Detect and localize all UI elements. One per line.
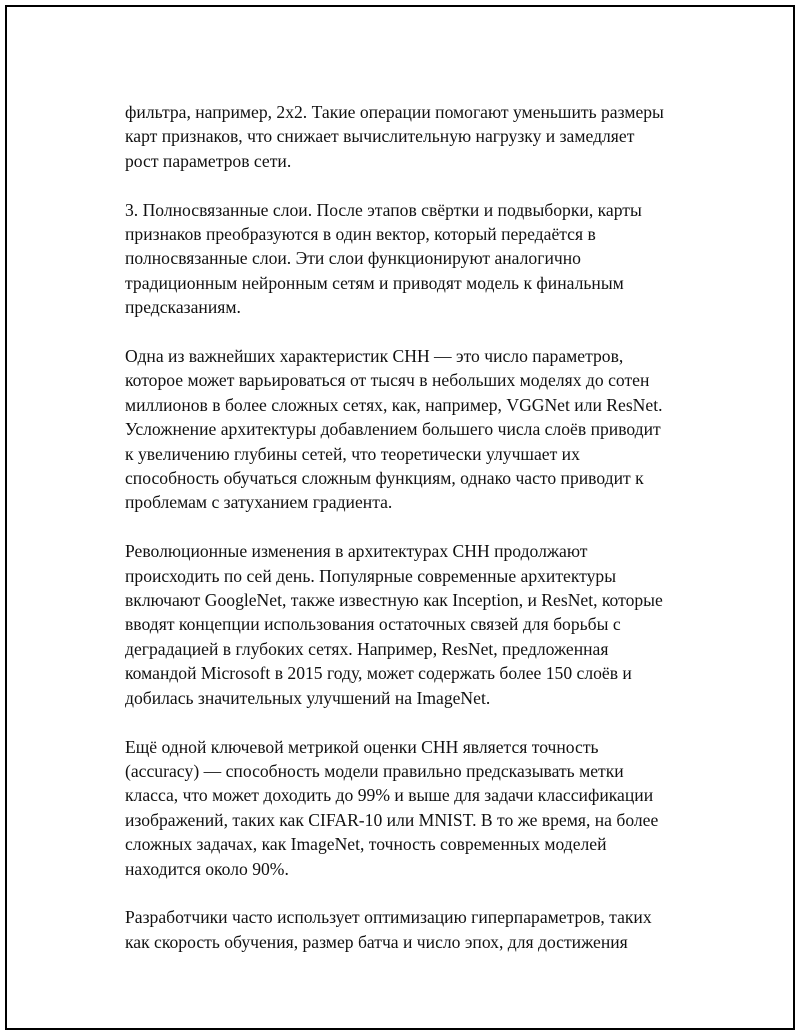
paragraph-parameters <box>125 344 685 515</box>
text-line: Разработчики часто использует оптимизацию гиперпараметров, таких <box>125 907 652 928</box>
text-line: карт признаков, что снижает вычислительную нагрузку и замедляет <box>125 126 635 147</box>
text-line: рост параметров сети. <box>125 150 292 171</box>
text-line: которое может варьироваться от тысяч в небольших моделях до сотен <box>125 370 650 391</box>
text-line: вводят концепции использования остаточных связей для борьбы с <box>125 614 621 635</box>
text-line: предсказаниям. <box>125 297 241 318</box>
text-line: Одна из важнейших характеристик СНН — это число параметров, <box>125 346 624 367</box>
text-line: добилась значительных улучшений на ImageNet. <box>125 687 491 708</box>
page-frame <box>5 5 795 1030</box>
text-line: находится около 90%. <box>125 858 289 879</box>
text-line: проблемам с затуханием градиента. <box>125 492 393 513</box>
paragraph-fully-connected <box>125 198 685 320</box>
text-line: деградацией в глубоких сетях. Например, ResNet, предложенная <box>125 638 609 659</box>
text-line: Ещё одной ключевой метрикой оценки СНН является точность <box>125 736 599 757</box>
paragraph-architectures <box>125 539 685 710</box>
text-line: класса, что может доходить до 99% и выше для задачи классификации <box>125 785 654 806</box>
paragraph-pooling-end <box>125 100 685 173</box>
text-line: происходить по сей день. Популярные современные архитектуры <box>125 565 617 586</box>
text-line: способность обучаться сложным функциям, однако часто приводит к <box>125 468 644 489</box>
text-line: (accuracy) — способность модели правильно предсказывать метки <box>125 760 624 781</box>
text-line: полносвязанные слои. Эти слои функционируют аналогично <box>125 248 581 269</box>
text-line: Революционные изменения в архитектурах СНН продолжают <box>125 541 588 562</box>
text-line: к увеличению глубины сетей, что теоретически улучшает их <box>125 443 580 464</box>
text-line: командой Microsoft в 2015 году, может содержать более 150 слоёв и <box>125 663 632 684</box>
text-line: миллионов в более сложных сетях, как, например, VGGNet или ResNet. <box>125 394 663 415</box>
text-line: сложных задачах, как ImageNet, точность современных моделей <box>125 834 607 855</box>
text-line: Усложнение архитектуры добавлением большего числа слоёв приводит <box>125 419 661 440</box>
paragraph-hyperparameters <box>125 905 685 954</box>
text-line: изображений, таких как CIFAR-10 или MNIST. В то же время, на более <box>125 809 659 830</box>
text-line: 3. Полносвязанные слои. После этапов свёртки и подвыборки, карты <box>125 199 642 220</box>
text-line: признаков преобразуются в один вектор, который передаётся в <box>125 224 596 245</box>
document-text <box>125 100 685 979</box>
text-line: включают GoogleNet, также известную как Inception, и ResNet, которые <box>125 590 663 611</box>
text-line: фильтра, например, 2x2. Такие операции помогают уменьшить размеры <box>125 102 664 122</box>
text-line: традиционным нейронным сетям и приводят модель к финальным <box>125 272 624 293</box>
text-line: как скорость обучения, размер батча и число эпох, для достижения <box>125 931 628 952</box>
paragraph-accuracy <box>125 735 685 881</box>
